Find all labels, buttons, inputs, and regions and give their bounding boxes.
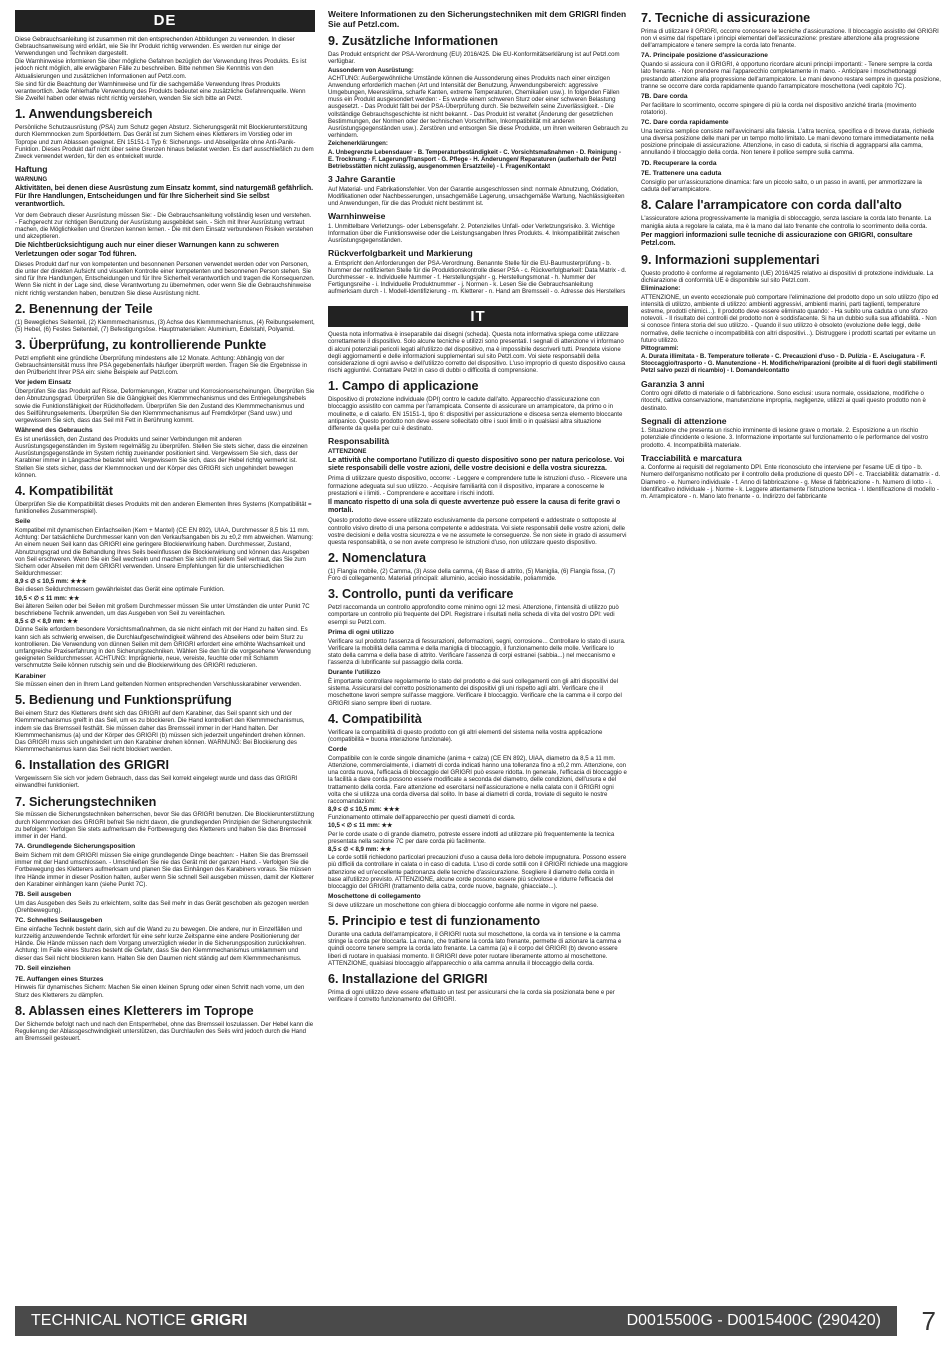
section-body: a. Conforme ai requisiti del regolamento DPI. Ente riconosciuto che interviene per l'esame UE di tipo - b. Numero dell'organismo notificato per il controllo della produzione di questo DPI - c. Tracciabilità: datamatrix - d. Diametro - e. Numero individuale - f. Anno di fabbricazione - g. Mese di fabbricazione - h. Numero di lotto - i. Identificativo individuale - j. Norme - k. Leggere attentamente l'istruzione tecnica - l. Identificazione di modello - m. Arrampicatore - n. Mano lato frenante - o. Indirizzo del fabbricante — [641, 464, 941, 500]
section-title: 5. Principio e test di funzionamento — [328, 914, 541, 929]
language-header-de: DE — [15, 10, 315, 32]
subheading: 7D. Recuperare la corda — [641, 159, 717, 167]
subheading: 7A. Grundlegende Sicherungsposition — [15, 843, 136, 851]
subheading: 7C. Schnelles Seilausgeben — [15, 917, 103, 925]
document-reference: D0015500G - D0015400C (290420) — [626, 1312, 881, 1329]
warning-text: Il mancato rispetto di una sola di queste avvertenze può essere la causa di ferite gravi o mortali. — [328, 498, 621, 515]
subheading: 7A. Principale posizione d'assicurazione — [641, 52, 768, 60]
section-title: 7. Tecniche di assicurazione — [641, 11, 811, 25]
subheading: Aussondern von Ausrüstung: — [328, 66, 414, 74]
subsection-title: Segnali di attenzione — [641, 415, 727, 426]
section-title: 4. Compatibilità — [328, 711, 422, 726]
section-body: Quando si assicura con il GRIGRI, è opportuno ricordare alcuni principi importanti: - Tenere sempre la corda lato frenante. - Non prendere mai l'apparecchio completamente in mano. - Anticipare i moschettonaggi prestando attenzione alla progressione dell'arrampicatore. Le mani devono restare sempre in questa posizione, tranne se occorre dare corda rapidamente quando l'arrampicatore moschettona (vedi capitolo 7C). — [641, 61, 941, 90]
section-title: 6. Installation des GRIGRI — [15, 758, 169, 773]
section-body: A. Durata illimitata - B. Temperature tollerate - C. Precauzioni d'uso - D. Pulizia - E. Asciugatura - F. Stoccaggio/trasporto - G. Manutenzione - H. Modifiche/riparazioni (proibite al di fuori degli stabilimenti Petzl salvo pezzi di ricambio) - I. Domande/contatto — [641, 353, 938, 375]
subheading: Vor jedem Einsatz — [15, 379, 72, 387]
footer-bar — [15, 1306, 897, 1336]
subheading: 7C. Dare corda rapidamente — [641, 119, 729, 127]
section-title: 8. Ablassen eines Kletterers im Toprope — [15, 1003, 254, 1018]
section-body: Kompatibel mit dynamischen Einfachseilen (Kern + Mantel) (CE EN 892), UIAA, Durchmesser 8,5 bis 11 mm. Achtung: Der tatsächliche Durchmesser kann von den Verkaufsangaben bis zu ±0,2 mm abweichen. Warnung: An einem neuen Seil kann das GRIGRI eine geringere Blockierwirkung haben. Durchmesser, Zustand, Abnutzungsgrad und die Behandlung Ihres Seils beeinflussen die Blockierwirkung und können das Ausgeben von Seil erschweren. Wenn Sie ein Seil wechseln und machen Sie sich mit jedem Seil vertraut, das Sie zum Sichern oder Abseilen mit dem GRIGRI verwenden. Unsere Empfehlungen für die unterschiedlichen Seildurchmesser: — [15, 526, 314, 578]
subheading: Zeichenerklärungen: — [328, 140, 388, 148]
section-body: (1) Bewegliches Seitenteil, (2) Klemmmechanismus, (3) Achse des Klemmmechanismus, (4) Reibungselement, (5) Hebel, (6) Festes Seitenteil, (7) Befestigungsöse. Hauptmaterialien: Aluminium, Edelstahl, Polyamid. — [15, 318, 315, 333]
column-de-it — [328, 10, 628, 1300]
section-body: A. Unbegrenzte Lebensdauer - B. Temperaturbeständigkeit - C. Vorsichtsmaßnahmen - D. Reinigung - E. Trocknung - F. Lagerung/Transport - G. Pflege - H. Änderungen/ Reparaturen (außerhalb der Petzl Betriebsstätten nicht zulässig, ausgenommen Ersatzteile) - I. Fragen/Kontakt — [328, 148, 621, 170]
section-body: Dünne Seile erfordern besondere Vorsichtsmaßnahmen, da sie nicht einfach mit der Hand zu halten sind. Es kann sich als schwierig erweisen, die Durchlaufgeschwindigkeit während des Abseilens oder beim Sturz zu kontrollieren. Die Verwendung von dünnen Seilen mit dem GRIGRI erfordert eine erhöhte Wachsamkeit und umfangreiche Praxiserfahrung in den Sicherungstechniken. Wählen Sie den für die vorgesehene Verwendung geeigneten Seildurchmesser. ACHTUNG: Imprägnierte, neue, vereiste, feuchte oder mit Schlamm verschmutzte Seile können rutschig sein und die Blockierwirkung des GRIGRI reduzieren. — [15, 626, 311, 670]
section-title: 4. Kompatibilität — [15, 483, 113, 498]
subsection-title: Warnhinweise — [328, 211, 386, 222]
intro-paragraph: Die Warnhinweise informieren Sie über mögliche Gefahren bezüglich der Verwendung Ihres Produkts. Es ist jedoch nicht möglich, alle erwägbaren Fälle zu beschreiben. Bitte nehmen Sie Kenntnis von den Aktualisierungen und zusätzlichen Informationen auf Petzl.com. — [15, 58, 307, 80]
section-body: Questo prodotto è conforme al regolamento (UE) 2016/425 relativo ai dispositivi di protezione individuale. La dichiarazione di conformità UE è disponibile sul sito Petzl.com. — [641, 270, 934, 285]
section-title: 7. Sicherungstechniken — [15, 794, 157, 809]
rope-rating: 10,5 < ∅ ≤ 11 mm: ★★ — [328, 822, 393, 830]
section-body: Contro ogni difetto di materiale o di fabbricazione. Sono esclusi: usura normale, ossidazione, modifiche o ritocchi, cattiva conservazione, manutenzione impropria, negligenze, utilizzi ai quali questo prodotto non è destinato. — [641, 390, 926, 412]
section-body: Das Produkt entspricht der PSA-Verordnung (EU) 2016/425. Die EU-Konformitätserklärung ist auf Petzl.com verfügbar. — [328, 51, 620, 66]
section-body: Questo prodotto deve essere utilizzato esclusivamente da persone competenti e addestrate o sottoposte al controllo visivo diretto di una persona competente e addestrata. Voi siete responsabili delle vostre azioni, delle vostre decisioni e della vostra sicurezza e ve ne assumete le conseguenze. Se non siete in grado di assumervi questa responsabilità, o se non avete compreso le istruzioni d'uso, non utilizzare questo dispositivo. — [328, 517, 627, 546]
intro-paragraph: Questa nota informativa è inseparabile dai disegni (scheda). Questa nota informativa spiega come utilizzare correttamente il dispositivo. Solo alcune tecniche e utilizzi sono presentati. I segnali di attenzione vi informano di alcuni potenziali pericoli legati all'utilizzo del dispositivo, ma è impossibile descriverli tutti. Prendete visione degli aggiornamenti e delle informazioni supplementari sul sito Petzl.com. Voi siete responsabili della considerazione di ogni avviso e dell'utilizzo corretto del dispositivo. L'uso improprio di questo dispositivo causa rischi aggiuntivi. Contattare Petzl in caso di dubbi o difficoltà di comprensione. — [328, 331, 626, 375]
section-body: Bei älteren Seilen oder bei Seilen mit großem Durchmesser müssen Sie unter Umständen die unter Punkt 7C beschriebene Technik anwenden, um das Ausgeben von Seil zu vereinfachen. — [15, 602, 310, 617]
subsection-title: Garanzia 3 anni — [641, 378, 705, 389]
rope-rating: 10,5 < ∅ ≤ 11 mm: ★★ — [15, 594, 80, 602]
section-body: Überprüfen Sie das Produkt auf Risse, Deformierungen, Kratzer und Korrosionserscheinungen. Überprüfen Sie den Abnutzungsgrad. Überprüfen Sie die Gängigkeit des Klemmmechanismus und des Entriegelungshebels sowie die Funktionsfähigkeit der Rückholfedern. Überprüfen Sie den Zustand des Klemmmechanismus und des Seilführungselements. Überprüfen Sie den Klemmmechanismus auf Fremdkörper (Sand usw.) und vergewissern Sie sich, dass das Seil mit Fett in Berührung kommt. — [15, 388, 315, 424]
subsection-title: Tracciabilità e marcatura — [641, 452, 742, 463]
section-title: 6. Installazione del GRIGRI — [328, 971, 488, 986]
section-title: 9. Informazioni supplementari — [641, 253, 820, 268]
section-body: Um das Ausgeben des Seils zu erleichtern, sollte das Seil mehr in das Gerät geschoben als gezogen werden (Drehbewegung). — [15, 899, 309, 914]
column-it — [641, 10, 941, 1300]
rope-rating: 8,9 ≤ ∅ ≤ 10,5 mm: ★★★ — [15, 578, 87, 586]
section-body: Consiglio per un'assicurazione dinamica: fare un piccolo salto, o un passo in avanti, per ammortizzare la caduta dell'arrampicatore. — [641, 179, 922, 194]
section-body: Si deve utilizzare un moschettone con ghiera di bloccaggio conforme alle norme in vigore nel paese. — [328, 901, 599, 909]
warning-label: WARNUNG — [15, 175, 48, 183]
rope-rating: 8,5 ≤ ∅ < 8,9 mm: ★★ — [15, 618, 79, 626]
subheading: 7E. Auffangen eines Sturzes — [15, 975, 104, 983]
section-title: 5. Bedienung und Funktionsprüfung — [15, 693, 232, 708]
section-title: 2. Nomenclatura — [328, 551, 426, 566]
subsection-title: Haftung — [15, 164, 48, 175]
section-title: 9. Zusätzliche Informationen — [328, 34, 499, 49]
section-body: Funzionamento ottimale dell'apparecchio per questi diametri di corda. — [328, 814, 516, 822]
section-body: L'assicuratore aziona progressivamente la maniglia di sbloccaggio, senza lasciare la corda lato frenante. La maniglia aiuta a regolare la calata, ma è la mano dal lato frenante che controlla lo scorrimento della corda. — [641, 215, 932, 230]
subsection-title: Rückverfolgbarkeit und Markierung — [328, 248, 473, 259]
subheading: Eliminazione: — [641, 285, 681, 293]
section-body: Verificare sul prodotto l'assenza di fessurazioni, deformazioni, segni, corrosione... Controllare lo stato di usura. Verificare la mobilità della camma e della maniglia di bloccaggio, il funzionamento delle molle. Verificare lo stato della camma e della base di attrito. Verificare l'assenza di corpi estranei (sabbia...) nel meccanismo e l'assenza di lubrificante sul passaggio della corda. — [328, 637, 626, 667]
notice-prefix: TECHNICAL NOTICE — [31, 1312, 186, 1329]
section-body: 1. Situazione che presenta un rischio imminente di lesione grave o mortale. 2. Esposizione a un rischio potenziale d'incidente o lesione. 3. Informazione importante sul funzionamento o le performance del vostro prodotto. 4. Incompatibilità materiale. — [641, 427, 929, 449]
notice-title — [31, 1306, 247, 1336]
section-body: Überprüfen Sie die Kompatibilität dieses Produkts mit den anderen Elementen Ihres Systems (Kompatibilität = funktionelles Zusammenspiel). — [15, 500, 312, 515]
rope-rating: 8,5 ≤ ∅ < 8,9 mm: ★★ — [328, 846, 392, 854]
subheading: Moschettone di collegamento — [328, 893, 421, 901]
section-body: Prima di ogni utilizzo deve essere effettuato un test per assicurarsi che la corda sia posizionata bene e per verificare il corretto funzionamento del GRIGRI. — [328, 988, 615, 1003]
section-body: Sie müssen die Sicherungstechniken beherrschen, bevor Sie das GRIGRI benutzen. Die Blockierunterstützung durch Klemmnocken des GRIGRI befreit Sie nicht davon, die grundlegenden Prinzipien der Sicherungstechnik zu befolgen: Verfolgen Sie stets aufmerksam die Fortbewegung des Kletterers und halten Sie das Bremsseil immer in der Hand. — [15, 811, 315, 841]
section-body: Per facilitare lo scorrimento, occorre spingere di più la corda nel dispositivo anziché tirarla (movimento rotatorio). — [641, 101, 917, 116]
section-body: ACHTUNG: Außergewöhnliche Umstände können die Aussonderung eines Produkts nach einer einzigen Anwendung erforderlich machen (Art und Intensität der Benutzung, Anwendungsbereich: aggressive Umgebungen, Meeresklima, scharfe Kanten, extreme Temperaturen, Chemikalien usw.). In folgenden Fällen muss ein Produkt ausgesondert werden: - Es wurde einem schweren Sturz oder einer schweren Belastung ausgesetzt. - Das Produkt fällt bei der PSA-Überprüfung durch. Sie bezweifeln seine Zuverlässigkeit. - Die vollständige Gebrauchsgeschichte ist nicht bekannt. - Das Produkt ist veraltet (Änderung der gesetzlichen Bestimmungen, der Normen oder der technischen Vorschriften, Inkompatibilität mit anderen Ausrüstungsgegenständen usw.). Zerstören und entsorgen Sie diese Produkte, um ihren weiteren Gebrauch zu verhindern. — [328, 74, 628, 140]
subheading: 7B. Seil ausgeben — [15, 890, 72, 898]
section-title: 8. Calare l'arrampicatore con corda dall'alto — [641, 198, 902, 213]
warning-label: ATTENZIONE — [328, 447, 367, 455]
section-body: Auf Material- und Fabrikationsfehler. Von der Garantie ausgeschlossen sind: normale Abnutzung, Oxidation, Modifikationen oder Nachbesserungen, unsachgemäße Lagerung, unsachgemäße Wartung, Nachlässigkeiten und Anwendungen, für die das Produkt nicht bestimmt ist. — [328, 185, 625, 207]
section-body: Vergewissern Sie sich vor jedem Gebrauch, dass das Seil korrekt eingelegt wurde und dass das GRIGRI einwandfrei funktioniert. — [15, 775, 298, 790]
intro-paragraph: Diese Gebrauchsanleitung ist zusammen mit den entsprechenden Abbildungen zu verwenden. In dieser Gebrauchsanweisung wird erklärt, wie Sie Ihr Produkt richtig verwenden. Es werden nur einige der Verwendungen und Techniken dargestellt. — [15, 35, 295, 58]
section-body: Hinweis für dynamisches Sichern: Machen Sie einen kleinen Sprung oder einen Schritt nach vorne, um den Sturz des Kletterers zu dämpfen. — [15, 984, 305, 999]
section-body: Beim Sichern mit dem GRIGRI müssen Sie einige grundlegende Dinge beachten: - Halten Sie das Bremsseil immer mit der Hand umschlossen. - Umschließen Sie nie das Gerät mit der ganzen Hand. - Verfolgen Sie die Fortbewegung des Kletterers aufmerksam und planen Sie das Einhängen des Karabiners voraus. Sie müssen Ihre Hände immer in dieser Position halten, außer wenn Sie schnell Seil ausgeben müssen, damit der Kletterer den Karabiner einhängen kann (siehe Punkt 7C). — [15, 852, 314, 888]
section-body: Prima di utilizzare il GRIGRI, occorre conoscere le tecniche d'assicurazione. Il bloccaggio assistito del GRIGRI non vi esime dal rispettare i principi elementari dell'assicurazione: prestare attenzione alla progressione dell'arrampicatore e tenere sempre la corda lato frenante. — [641, 27, 939, 50]
column-de — [15, 10, 315, 1300]
section-body: Persönliche Schutzausrüstung (PSA) zum Schutz gegen Absturz. Sicherungsgerät mit Blockierunterstützung durch Klemmnocken zum Sportklettern. Das Gerät ist zum Sichern eines Kletterers im Vorstieg oder im Toprope und zum Ablassen geeignet. EN 15151-1 Typ 6: Sicherungs- und Abseilgeräte ohne Anti-Panik-Funktion. Dieses Produkt darf nicht über seine Grenzen hinaus belastet werden. Es darf ausschließlich zu dem Zweck verwendet werden, für den es entwickelt wurde. — [15, 124, 314, 160]
info-text: Per maggiori informazioni sulle tecniche di assicurazione con GRIGRI, consultare Petzl.com. — [641, 231, 913, 247]
section-title: 2. Benennung der Teile — [15, 301, 153, 316]
section-body: ATTENZIONE, un evento eccezionale può comportare l'eliminazione del prodotto dopo un solo utilizzo (tipo ed intensità di utilizzo, ambiente di utilizzo: ambienti aggressivi, ambienti marini, parti taglienti, temperature estreme, prodotti chimici...). Il prodotto deve essere eliminato quando: - Ha subito una caduta o uno sforzo notevoli. - Il risultato dei controlli del prodotto non è soddisfacente. Si ha un dubbio sulla sua affidabilità. - Non si conosce l'intera storia del suo utilizzo. - Quando il suo utilizzo è obsoleto (evoluzione delle leggi, delle normative, delle tecniche o incompatibilità con altri dispositivi...). Distruggere i prodotti scartati per evitarne un futuro utilizzo. — [641, 293, 939, 344]
section-body: È importante controllare regolarmente lo stato del prodotto e dei suoi collegamenti con gli altri dispositivi del sistema. Assicurarsi del corretto posizionamento dei dispositivi gli uni rispetto agli altri. Verificare che il moschettone lavori sempre sull'asse maggiore. Verificare il bloccaggio. Verificare che la camma e il corpo del GRIGRI siano sempre liberi di ruotare. — [328, 678, 622, 707]
section-body: Prima di utilizzare questo dispositivo, occorre: - Leggere e comprendere tutte le istruzioni d'uso. - Ricevere una formazione adeguata sul suo utilizzo. - Acquisire familiarità con il dispositivo, imparare a conoscerne le prestazioni e i limiti. - Comprendere e accettare i rischi indotti. — [328, 475, 627, 497]
section-body: Dispositivo di protezione individuale (DPI) contro le cadute dall'alto. Apparecchio d'assicurazione con bloccaggio assistito con camma per l'arrampicata. Consente di assicurare un arrampicatore, da primo o in moulinette, e di calarlo. EN 15151-1, tipo 6: dispositivi per assicurazione e discesa senza elemento bloccante antipanico. Questo prodotto non deve essere sollecitato oltre i suoi limiti o in qualsiasi altra situazione differente da quella per cui è destinato. — [328, 396, 623, 432]
subheading: Pittogrammi: — [641, 344, 679, 352]
subheading: Seile — [15, 518, 31, 526]
rope-rating: 8,9 ≤ ∅ ≤ 10,5 mm: ★★★ — [328, 806, 400, 814]
page-footer — [0, 1306, 950, 1336]
subheading: Durante l'utilizzo — [328, 669, 381, 677]
subheading: Während des Gebrauchs — [15, 427, 93, 435]
section-body: (1) Flangia mobile, (2) Camma, (3) Asse della camma, (4) Base di attrito, (5) Maniglia, (6) Flangia fissa, (7) Foro di collegamento. Materiali principali: alluminio, acciaio inossidabile, poliammide. — [328, 567, 616, 583]
section-body: Der Sichernde befolgt nach und nach den Entsperrhebel, ohne das Bremsseil loszulassen. Der Hebel kann die Regulierung der Ablassgeschwindigkeit unterstützen, das Durchlaufen des Seils wird jedoch durch die Hand am Bremsseil gesteuert. — [15, 1020, 314, 1042]
subheading: 7D. Seil einziehen — [15, 964, 71, 972]
section-body: Bei diesen Seildurchmessern gewährleistet das Gerät eine optimale Funktion. — [15, 586, 225, 594]
subheading: Prima di ogni utilizzo — [328, 628, 394, 636]
section-title: 1. Anwendungsbereich — [15, 107, 153, 122]
section-body: Dieses Produkt darf nur von kompetenten und besonnenen Personen verwendet werden oder von Personen, die unter der direkten Aufsicht und visuellen Kontrolle einer kompetenten und besonnenen Person stehen. Sie sind für Ihre Handlungen, Entscheidungen und für Ihre Sicherheit verantwortlich und tragen die Konsequenzen. Wenn Sie nicht in der Lage sind, diese Verantwortung zu übernehmen, oder wenn Sie die Gebrauchshinweise nicht richtig verstanden haben, benutzen Sie diese Ausrüstung nicht. — [15, 260, 315, 297]
section-title: 1. Campo di applicazione — [328, 379, 479, 394]
warning-text: Die Nichtberücksichtigung auch nur einer dieser Warnungen kann zu schweren Verletzungen oder sogar Tod führen. — [15, 242, 279, 258]
section-body: Sie müssen einen den in Ihrem Land geltenden Normen entsprechenden Verschlusskarabiner verwenden. — [15, 681, 302, 689]
product-name: GRIGRI — [190, 1312, 248, 1329]
subsection-title: 3 Jahre Garantie — [328, 174, 396, 185]
section-body: Es ist unerlässlich, den Zustand des Produkts und seiner Verbindungen mit anderen Ausrüstungsgegenständen im System regelmäßig zu überprüfen. Stellen Sie stets sicher, dass die einzelnen Ausrüstungsgegenstände im System richtig zueinander positioniert sind. Vergewissern Sie sich, dass der Karabiner immer in Längsachse belastet wird. Vergewissern Sie sich, dass der Hebel richtig vermerkt ist. Stellen Sie stets sicher, dass der Klemmnocken und der Körper des GRIGRI sich ungehindert bewegen können. — [15, 435, 308, 479]
subheading: 7E. Trattenere una caduta — [641, 170, 722, 178]
lead-text: Weitere Informationen zu den Sicherungstechniken mit dem GRIGRI finden Sie auf Petzl.com. — [328, 10, 627, 29]
page-number: 7 — [921, 1306, 936, 1336]
section-title: 3. Controllo, punti da verificare — [328, 587, 514, 602]
section-body: a. Entspricht den Anforderungen der PSA-Verordnung. Benannte Stelle für die EU-Baumusterprüfung - b. Nummer der notifizierten Stelle für die Produktionskontrolle dieser PSA - c. Rückverfolgbarkeit: Data Matrix - d. Durchmesser - e. Individuelle Nummer - f. Herstellungsjahr - g. Herstellungsmonat - h. Nummer der Fertigungsreihe - i. Individuelle Produktnummer - j. Normen - k. Lesen Sie die Gebrauchsanleitung aufmerksam durch - l. Modell-Identifizierung - m. Kletterer - n. Hand am Bremsseil - o. Adresse des Herstellers — [328, 259, 627, 296]
section-body: Durante una caduta dell'arrampicatore, il GRIGRI ruota sul moschettone, la corda va in tensione e la camma stringe la corda per bloccarla. La mano, che trattiene la corda lato frenante, permette di azionare la camma e quindi occorre tenere sempre la corda lato frenante. La camma (a) e il corpo del GRIGRI (b) devono essere liberi di ruotare in qualsiasi momento. Il GRIGRI deve poter ruotare liberamente attorno al moschettone. ATTENZIONE, qualsiasi bloccaggio all'apparecchio o alla camma annulla il bloccaggio della corda. — [328, 930, 622, 967]
subheading: Karabiner — [15, 672, 46, 680]
section-body: Petzl empfiehlt eine gründliche Überprüfung mindestens alle 12 Monate. Achtung: Abhängig von der Gebrauchsintensität muss Ihre PSA gegebenenfalls häufiger überprüft werden. Tragen Sie die Ergebnisse in den Prüfbericht Ihrer PSA ein: siehe Beispiele auf Petzl.com. — [15, 354, 307, 377]
section-body: Verificare la compatibilità di questo prodotto con gli altri elementi del sistema nella vostra applicazione (compatibilità = buona interazione funzionale). — [328, 728, 603, 743]
intro-paragraph: Sie sind für die Beachtung der Warnhinweise und für die sachgemäße Verwendung Ihres Produkts verantwortlich. Jede fehlerhafte Verwendung des Produkts bedeutet eine zusätzliche Gefahrenquelle. Wenn Sie Zweifel haben oder etwas nicht richtig verstehen, wenden Sie sich bitte an Petzl. — [15, 80, 306, 103]
section-body: Vor dem Gebrauch dieser Ausrüstung müssen Sie: - Die Gebrauchsanleitung vollständig lesen und verstehen. - Fachgerecht zur richtigen Benutzung der Ausrüstung ausgebildet sein. - Sich mit Ihrer Ausrüstung vertraut machen, die Möglichkeiten und Grenzen kennen lernen. - Die mit dem Einsatz verbundenen Risiken verstehen und akzeptieren. — [15, 211, 314, 241]
warning-text: Le attività che comportano l'utilizzo di questo dispositivo sono per natura pericolose. Voi siete responsabili delle vostre azioni, delle vostre decisioni e della vostra sicurezza. — [328, 456, 625, 473]
subsection-title: Responsabilità — [328, 436, 390, 447]
warning-text: Aktivitäten, bei denen diese Ausrüstung zum Einsatz kommt, sind naturgemäß gefährlich. Für Ihre Handlungen, Entscheidungen und für Ihre Sicherheit sind Sie selbst verantwortlich. — [15, 184, 314, 209]
section-body: 1. Unmittelbare Verletzungs- oder Lebensgefahr. 2. Potenzielles Unfall- oder Verletzungsrisiko. 3. Wichtige Information über die Funktionsweise oder die Leistungsangaben Ihres Produkts. 4. Inkompatibilität zwischen Ausrüstungsgegenständen. — [328, 222, 620, 244]
subheading: Corde — [328, 746, 348, 753]
language-header-it: IT — [328, 306, 628, 328]
subheading: 7B. Dare corda — [641, 92, 688, 100]
section-body: Petzl raccomanda un controllo approfondito come minimo ogni 12 mesi. Attenzione, l'intensità di utilizzo può comportare un controllo più frequente del DPI. Registrare i risultati nella scheda di vita del vostro DPI: vedi esempi su Petzl.com. — [328, 604, 619, 626]
section-body: Compatibile con le corde singole dinamiche (anima + calza) (CE EN 892), UIAA, diametro da 8,5 a 11 mm. Attenzione, commercialmente, i diametri di corda indicati hanno una tolleranza fino a ±0,2 mm. Attenzione, con una corda nuova, l'efficacia di bloccaggio del GRIGRI può essere ridotta. In generale, l'efficacia di bloccaggio e la facilità a dare corda possono essere modificate a seconda del diametro, delle condizioni, dell'usura e del trattamento della corda. Fare attenzione ed esercitarsi nell'assicurazione e nella calata con il GRIGRI ogni volta che si utilizza una corda diversa dal solito. In base ai diametri di corda, troviate di seguito le nostre raccomandazioni: — [328, 754, 627, 805]
section-body: Le corde sottili richiedono particolari precauzioni d'uso a causa della loro debole impugnatura. Possono essere più difficili da controllare in calata o in caso di caduta. L'uso di corde sottili con il GRIGRI richiede una maggiore attenzione ed un'eccellente padronanza delle tecniche d'assicurazione. Scegliere il diametro della corda in base all'utilizzo previsto. ATTENZIONE, alcune corde possono essere più scivolose e ridurre l'efficacia del bloccaggio del GRIGRI (trattamento della calza, corde nuove, bagnate, ghiacciate...). — [328, 854, 628, 890]
section-title: 3. Überprüfung, zu kontrollierende Punkte — [15, 337, 267, 352]
section-body: Per le corde usate o di grande diametro, potreste essere indotti ad utilizzare più frequentemente la tecnica presentata nella sezione 7C per dare corda più facilmente. — [328, 830, 615, 845]
section-body: Una tecnica semplice consiste nell'avvicinarsi alla falesia. L'altra tecnica, specifica e di breve durata, richiede una diversa posizione delle mani per un tempo molto limitato. Le mani devono tornare immediatamente nella posizione principale di assicurazione. Attenzione, in caso di caduta, si rischia di aggrapparsi alla camma, annullando il bloccaggio della corda. Non tenere il pollice sempre sulla camma. — [641, 127, 935, 157]
section-body: Eine einfache Technik besteht darin, sich auf die Wand zu zu bewegen. Die andere, nur in Einzelfällen und kurzzeitig anzuwendende Technik erfordert für eine sehr kurze Zeitspanne eine andere Positionierung der Hände. Die Hände müssen nach dem Vorgang unverzüglich wieder in die Sicherungsposition zurückkehren. Achtung: Im Falle eines Sturzes besteht die Gefahr, dass Sie den Klemmmechanismus umklammern und dieser das Seil nicht blockieren kann. Halten Sie den Daumen nicht ständig auf dem Klemmmechanismus. — [15, 925, 306, 962]
section-body: Bei einem Sturz des Kletterers dreht sich das GRIGRI auf dem Karabiner, das Seil spannt sich und der Klemmmechanismus greift in das Seil, um es zu blockieren. Die Hand kontrolliert den Klemmmechanismus, indem sie das Bremsseil festhält. Sie müssen daher das Bremsseil immer in der Hand halten. Der Klemmmechanismus (a) und der Körper des GRIGRI (b) müssen sich jederzeit ungehindert drehen können. Das GRIGRI muss sich ungehindert um den Karabiner drehen können. WARNUNG: Bei Blockierung des Klemmmechanismus kann das Seil nicht blockiert werden. — [15, 710, 306, 754]
